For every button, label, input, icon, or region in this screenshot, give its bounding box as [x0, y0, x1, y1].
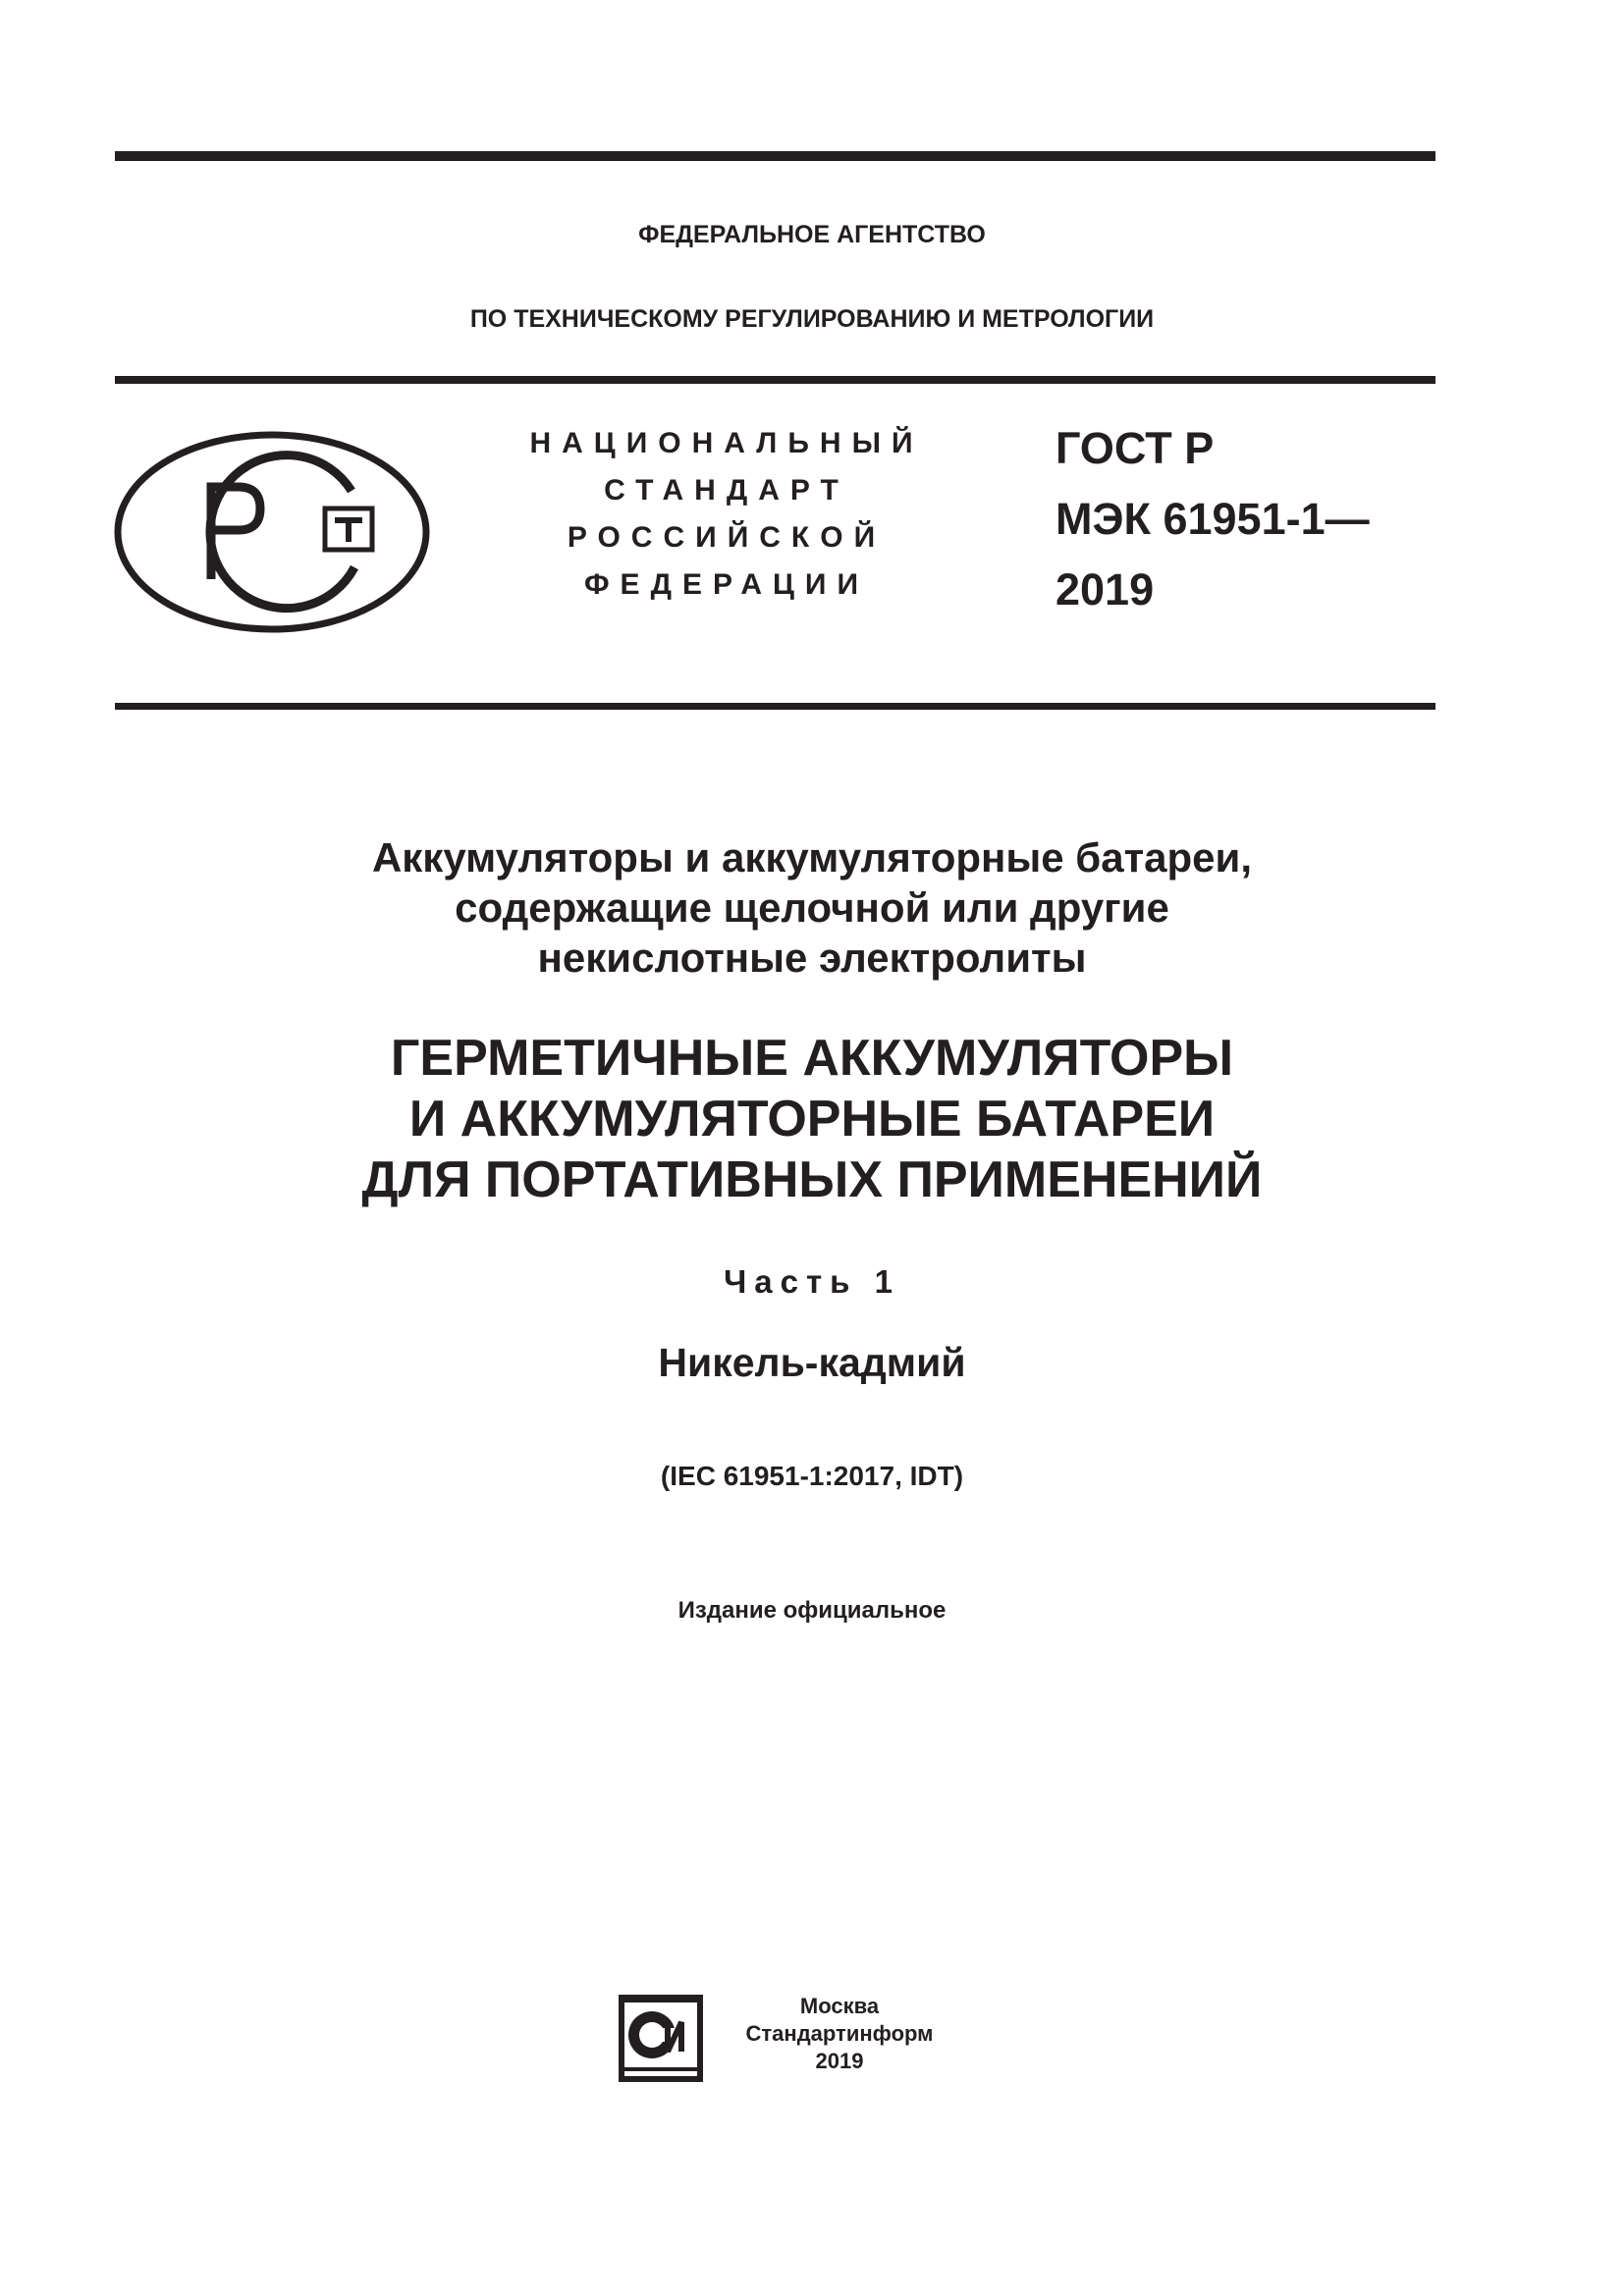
agency-line-1: ФЕДЕРАЛЬНОЕ АГЕНТСТВО: [638, 221, 986, 248]
main-title-line-3: ДЛЯ ПОРТАТИВНЫХ ПРИМЕНЕНИЙ: [361, 1151, 1263, 1208]
general-title-line-1: Аккумуляторы и аккумуляторные батареи,: [371, 834, 1253, 881]
iec-reference: (IEC 61951-1:2017, IDT): [660, 1461, 964, 1491]
gost-designation: [1056, 413, 1370, 625]
main-title: [0, 1028, 1624, 1210]
edition-label: Издание официальное: [677, 1597, 947, 1624]
general-title-line-3: некислотные электролиты: [537, 934, 1087, 981]
header-rule: [115, 376, 1435, 384]
rst-gost-logo-icon: [113, 430, 432, 634]
main-title-line-2: И АККУМУЛЯТОРНЫЕ БАТАРЕИ: [408, 1091, 1216, 1148]
standartinform-logo-svg: [617, 1993, 705, 2084]
rst-gost-logo-svg: [113, 430, 432, 634]
general-title: [0, 832, 1624, 983]
national-line-2: СТАНДАРТ: [604, 474, 849, 507]
gost-line-2: МЭК 61951-1—: [1056, 494, 1370, 544]
general-title-line-2: содержащие щелочной или другие: [455, 884, 1169, 931]
publisher-city: Москва: [799, 1994, 880, 2018]
national-line-1: НАЦИОНАЛЬНЫЙ: [529, 427, 924, 459]
national-standard-label: [471, 420, 982, 609]
main-title-line-1: ГЕРМЕТИЧНЫЕ АККУМУЛЯТОРЫ: [390, 1030, 1234, 1087]
top-rule: [115, 151, 1435, 161]
national-line-3: РОССИЙСКОЙ: [567, 521, 887, 554]
gost-line-1: ГОСТ Р: [1056, 423, 1215, 473]
subtitle: Никель-кадмий: [658, 1340, 966, 1385]
publisher-name: Стандартинформ: [745, 2021, 934, 2046]
part-label: Часть 1: [724, 1263, 900, 1300]
publisher-year: 2019: [815, 2049, 864, 2073]
publisher-info: [741, 1993, 938, 2075]
standartinform-logo-icon: [617, 1993, 705, 2084]
gost-line-3: 2019: [1056, 564, 1155, 614]
standard-block-rule: [115, 703, 1435, 710]
national-line-4: ФЕДЕРАЦИИ: [583, 568, 870, 601]
agency-line-2: ПО ТЕХНИЧЕСКОМУ РЕГУЛИРОВАНИЮ И МЕТРОЛОГИИ: [469, 305, 1155, 333]
